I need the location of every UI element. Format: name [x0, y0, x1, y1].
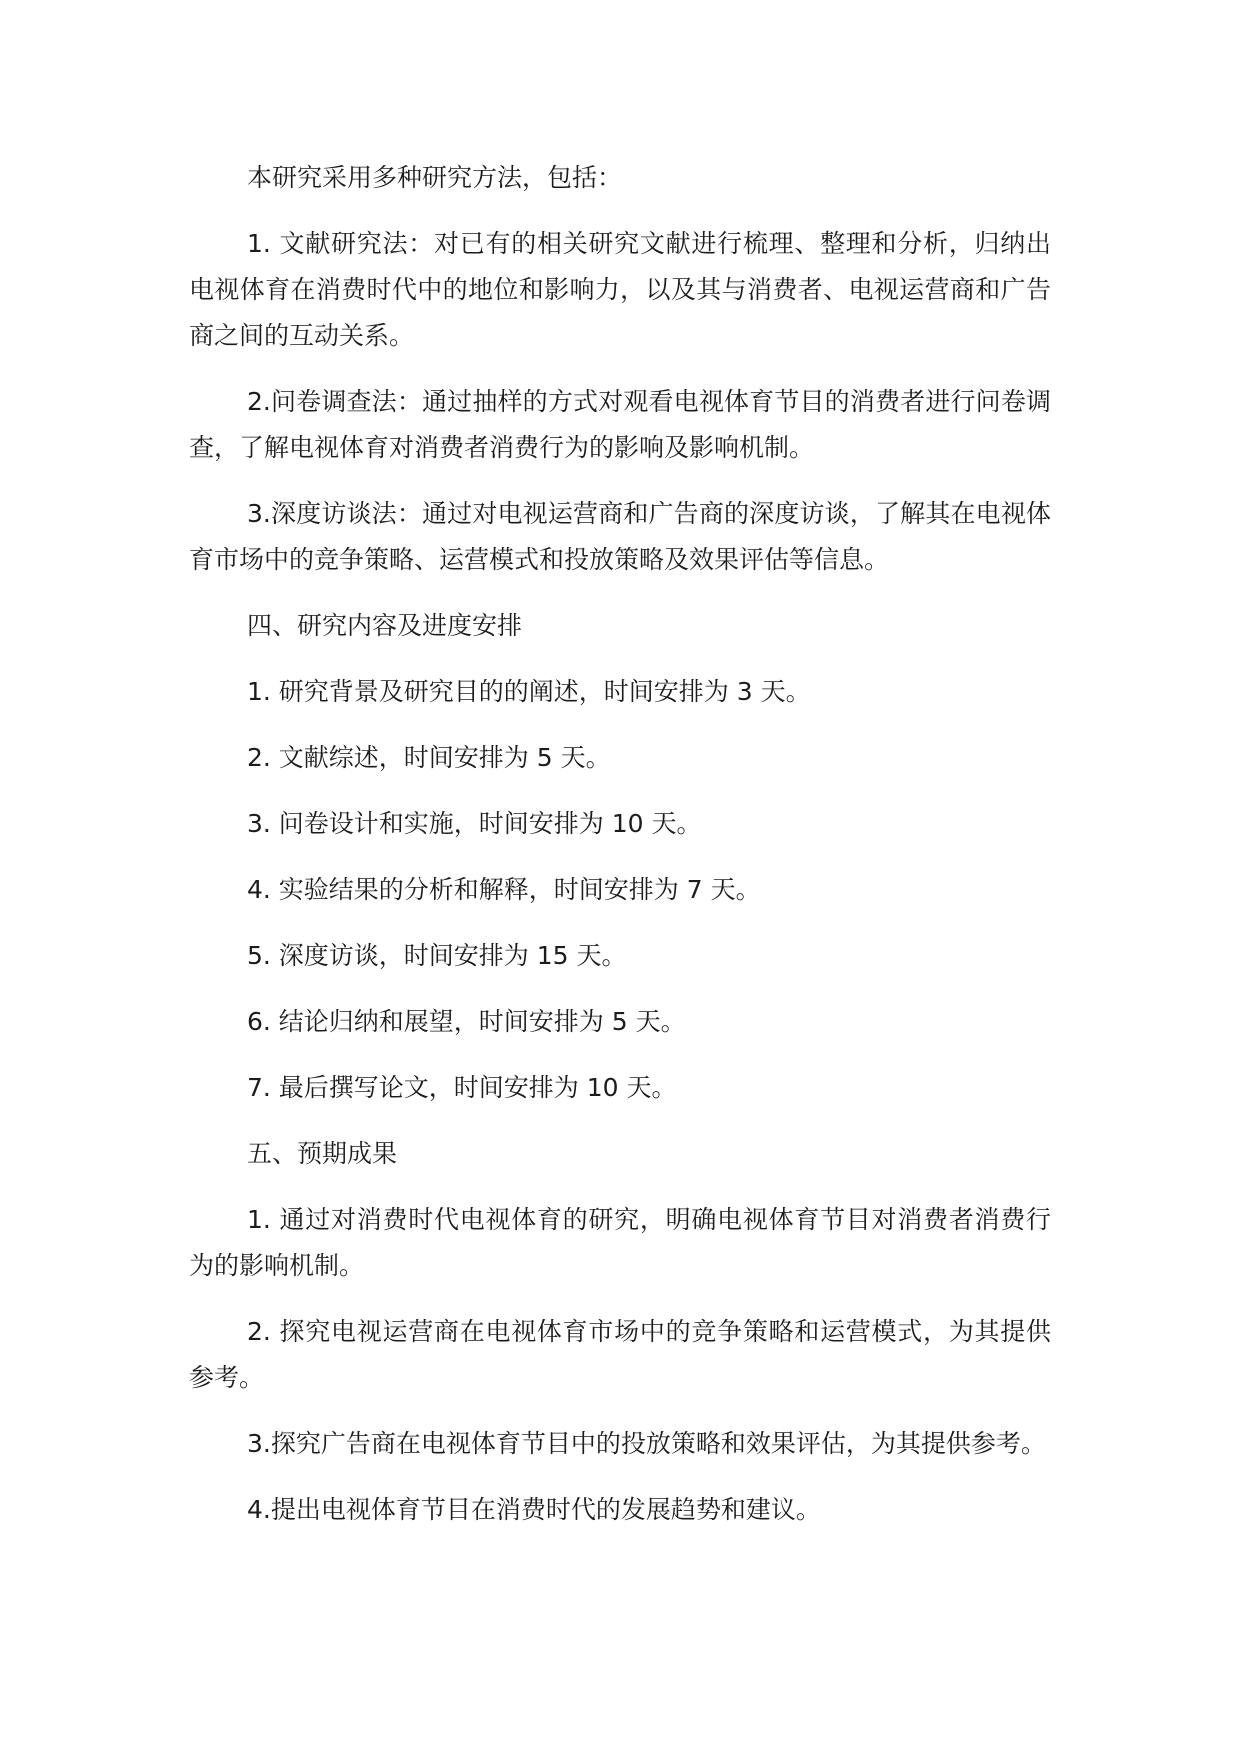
document-body: [189, 155, 1051, 1553]
paragraph-method-literature: 1. 文献研究法：对已有的相关研究文献进行梳理、整理和分析，归纳出电视体育在消费时代中的地位和影响力，以及其与消费者、电视运营商和广告商之间的互动关系。: [189, 229, 1051, 350]
expected-result-item: 3.探究广告商在电视体育节目中的投放策略和效果评估，为其提供参考。: [247, 1429, 1046, 1458]
section-heading-expected-results: 五、预期成果: [247, 1139, 398, 1168]
schedule-item: 7. 最后撰写论文，时间安排为 10 天。: [247, 1073, 677, 1102]
schedule-item: 5. 深度访谈，时间安排为 15 天。: [247, 941, 627, 970]
paragraph-method-interview: 3.深度访谈法：通过对电视运营商和广告商的深度访谈，了解其在电视体育市场中的竞争策略、运营模式和投放策略及效果评估等信息。: [189, 499, 1051, 574]
schedule-item: 6. 结论归纳和展望，时间安排为 5 天。: [247, 1007, 686, 1036]
paragraph-method-questionnaire: 2.问卷调查法：通过抽样的方式对观看电视体育节目的消费者进行问卷调查，了解电视体育对消费者消费行为的影响及影响机制。: [189, 387, 1051, 462]
section-heading-schedule: 四、研究内容及进度安排: [247, 611, 523, 640]
schedule-item: 4. 实验结果的分析和解释，时间安排为 7 天。: [247, 875, 761, 904]
schedule-item: 3. 问卷设计和实施，时间安排为 10 天。: [247, 809, 702, 838]
schedule-item: 1. 研究背景及研究目的的阐述，时间安排为 3 天。: [247, 677, 811, 706]
paragraph-methods-intro: 本研究采用多种研究方法，包括：: [247, 163, 623, 192]
expected-result-item: 2. 探究电视运营商在电视体育市场中的竞争策略和运营模式，为其提供参考。: [189, 1317, 1051, 1392]
expected-result-item: 1. 通过对消费时代电视体育的研究，明确电视体育节目对消费者消费行为的影响机制。: [189, 1205, 1051, 1280]
expected-result-item: 4.提出电视体育节目在消费时代的发展趋势和建议。: [247, 1495, 821, 1524]
schedule-item: 2. 文献综述，时间安排为 5 天。: [247, 743, 611, 772]
